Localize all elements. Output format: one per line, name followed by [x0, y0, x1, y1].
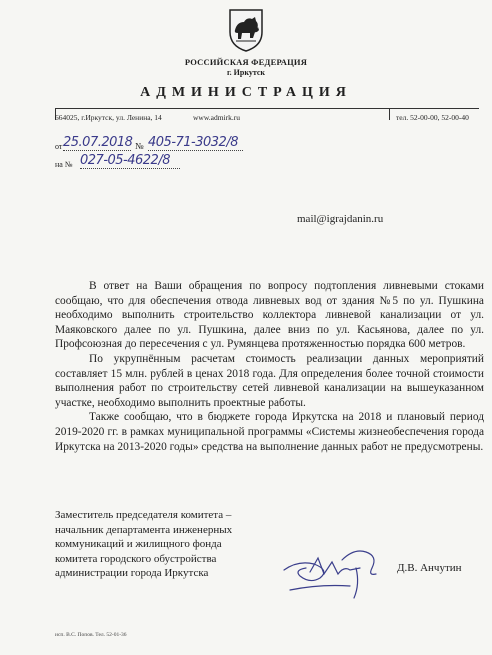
city-name: г. Иркутск	[226, 68, 266, 77]
signatory-name: Д.В. Анчутин	[397, 562, 462, 574]
administration-title: АДМИНИСТРАЦИЯ	[140, 85, 352, 100]
phone-numbers: тел. 52-00-00, 52-00-40	[396, 113, 469, 122]
incoming-number: 027-05-4622/8	[80, 153, 170, 168]
postal-address: 664025, г.Иркутск, ул. Ленина, 14	[55, 113, 162, 122]
executor-note: исп. В.С. Попов. Тел. 52-01-36	[55, 632, 127, 638]
irkutsk-coat-of-arms-icon	[228, 8, 264, 52]
country-name: РОССИЙСКАЯ ФЕДЕРАЦИЯ	[184, 57, 308, 67]
position-line: начальник департамента инженерных	[55, 523, 233, 536]
website-link[interactable]: www.admirk.ru	[193, 113, 241, 122]
position-line: комитета городского обустройства	[55, 552, 217, 565]
position-line: администрации города Иркутска	[55, 567, 209, 579]
position-line: коммуникаций и жилищного фонда	[55, 538, 222, 550]
header-rule	[55, 108, 479, 109]
number-underline	[148, 150, 243, 151]
outgoing-number: 405-71-3032/8	[148, 135, 238, 150]
signatory-position	[55, 508, 275, 581]
date-underline	[63, 150, 131, 151]
body-paragraph-2: По укрупнённым расчетам стоимость реализации данных мероприятий составляет 15 млн. рублей в ценах 2018 года. Для определения более точной стоимости выполнения работ по строительству сетей ливневой канализации на вышеуказанном участке, необходимо выполнить проектные работы.	[55, 352, 484, 409]
incoming-underline	[80, 168, 180, 169]
handwritten-signature	[280, 540, 392, 604]
outgoing-date: 25.07.2018	[63, 135, 133, 150]
position-line: Заместитель председателя комитета –	[55, 509, 232, 521]
body-paragraph-3: Также сообщаю, что в бюджете города Иркутска на 2018 и плановый период 2019-2020 гг. в рамках муниципальной программы «Системы жизнеобеспечения города Иркутска на 2013-2020 годы» средства на выполнение данных работ не предусмотрены.	[55, 411, 484, 453]
number-prefix: №	[135, 141, 144, 151]
letter-body	[55, 279, 484, 454]
body-paragraph-1: В ответ на Ваши обращения по вопросу подтопления ливневыми стоками сообщаю, что для обеспечения отвода ливневых вод от здания №5 по ул. Пушкина необходимо выполнить строительство коллектора ливневой канализации от ул. Маяковского далее по ул. Пушкина, далее вниз по ул. Касьянова, далее по ул. Профсоюзная до пересечения с ул. Румянцева протяженностью порядка 600 метров.	[55, 280, 484, 351]
incoming-number-prefix: на №	[55, 160, 73, 169]
header-rule-tick-right	[389, 108, 390, 120]
recipient-email[interactable]: mail@igrajdanin.ru	[297, 213, 384, 225]
from-date-prefix: от	[55, 142, 63, 151]
